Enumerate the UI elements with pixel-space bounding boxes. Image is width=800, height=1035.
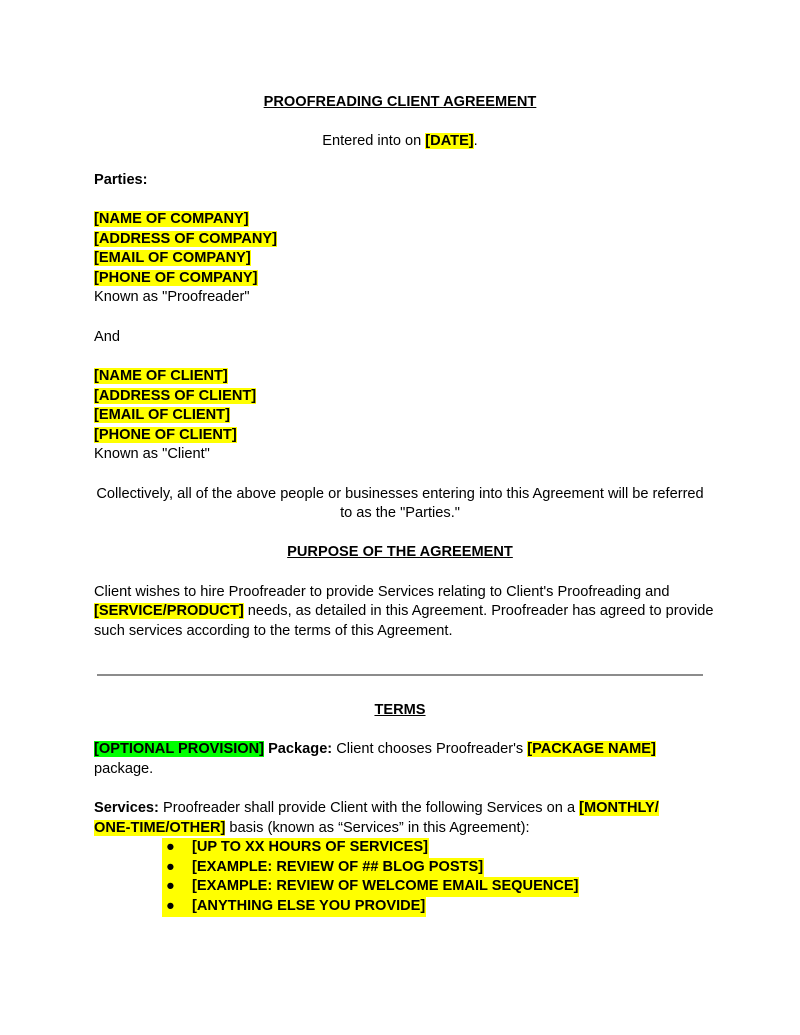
date-placeholder: [DATE] (425, 133, 474, 149)
bullet-icon: ● (166, 898, 175, 914)
list-item (162, 858, 484, 878)
company-name-placeholder: [NAME OF COMPANY] (94, 211, 249, 227)
services-text: Proofreader shall provide Client with the following Services on a (158, 800, 580, 816)
document-title: PROOFREADING CLIENT AGREEMENT (263, 94, 537, 110)
purpose-line-2-text: needs, as detailed in this Agreement. Proofreader has agreed to provide (243, 603, 714, 619)
client-name-placeholder: [NAME OF CLIENT] (94, 368, 228, 384)
frequency-placeholder-part1: [MONTHLY/ (579, 800, 659, 816)
entered-into-line (0, 132, 800, 152)
and-label: And (94, 329, 120, 345)
purpose-line-3: such services according to the terms of this Agreement. (94, 623, 453, 639)
entered-prefix: Entered into on (322, 133, 426, 149)
optional-provision-tag: [OPTIONAL PROVISION] (94, 741, 265, 757)
services-line-2-text: basis (known as “Services” in this Agreement): (225, 820, 530, 836)
bullet-icon: ● (166, 859, 175, 875)
client-address-placeholder: [ADDRESS OF CLIENT] (94, 388, 257, 404)
list-item-text: [EXAMPLE: REVIEW OF WELCOME EMAIL SEQUENCE] (192, 878, 579, 894)
list-item-text: [ANYTHING ELSE YOU PROVIDE] (192, 898, 426, 914)
package-line-1 (94, 740, 656, 760)
purpose-line-1: Client wishes to hire Proofreader to provide Services relating to Client's Proofreading and (94, 584, 670, 600)
list-item (162, 838, 429, 858)
package-text: Client chooses Proofreader's (332, 741, 528, 757)
package-label: Package: (268, 741, 333, 757)
frequency-placeholder-part2: ONE-TIME/OTHER] (94, 820, 226, 836)
package-line-2: package. (94, 761, 154, 777)
list-item-text: [UP TO XX HOURS OF SERVICES] (192, 839, 428, 855)
terms-heading: TERMS (374, 702, 426, 718)
list-item (162, 877, 579, 897)
purpose-heading: PURPOSE OF THE AGREEMENT (287, 544, 513, 560)
bullet-icon: ● (166, 839, 175, 855)
company-phone-placeholder: [PHONE OF COMPANY] (94, 270, 258, 286)
horizontal-rule (97, 674, 703, 676)
package-name-placeholder: [PACKAGE NAME] (527, 741, 656, 757)
client-email-placeholder: [EMAIL OF CLIENT] (94, 407, 230, 423)
bullet-icon: ● (166, 878, 175, 894)
services-label: Services: (94, 800, 159, 816)
service-product-placeholder: [SERVICE/PRODUCT] (94, 603, 244, 619)
company-email-placeholder: [EMAIL OF COMPANY] (94, 250, 251, 266)
list-item-text: [EXAMPLE: REVIEW OF ## BLOG POSTS] (192, 859, 484, 875)
company-known-as: Known as "Proofreader" (94, 289, 250, 305)
entered-suffix: . (473, 133, 478, 149)
services-line-1 (94, 799, 659, 819)
list-item (162, 897, 426, 917)
purpose-line-2 (94, 602, 713, 622)
parties-label: Parties: (94, 172, 148, 188)
client-phone-placeholder: [PHONE OF CLIENT] (94, 427, 237, 443)
collectively-line-2: to as the "Parties." (340, 505, 460, 521)
services-line-2 (94, 819, 530, 839)
collectively-line-1: Collectively, all of the above people or businesses entering into this Agreement will be referred (96, 486, 704, 502)
company-address-placeholder: [ADDRESS OF COMPANY] (94, 231, 277, 247)
client-known-as: Known as "Client" (94, 446, 210, 462)
